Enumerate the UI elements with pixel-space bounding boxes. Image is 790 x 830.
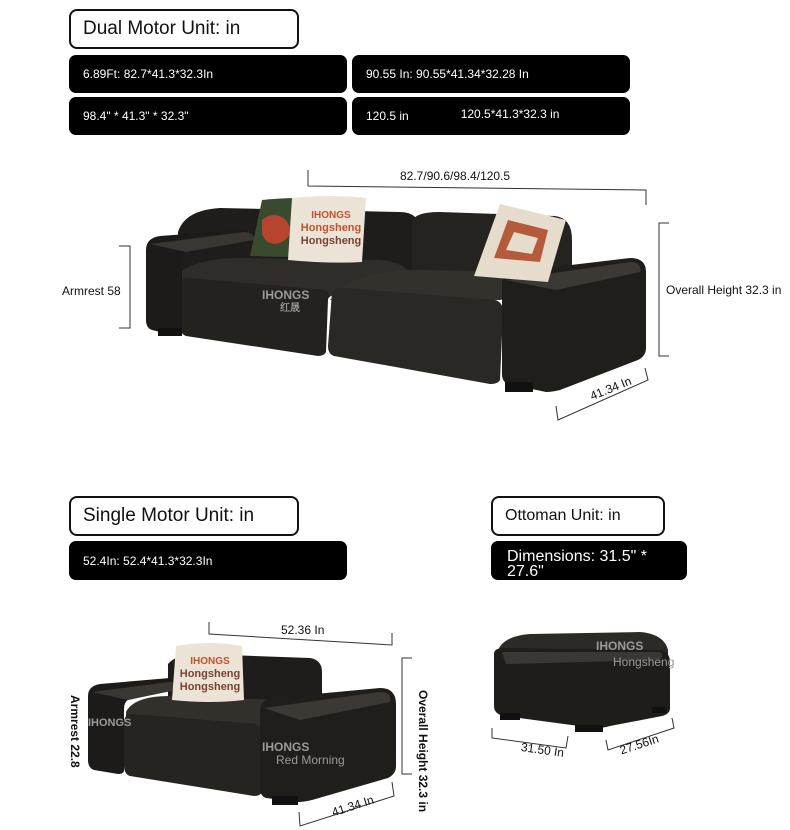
single-depth-label: 41.34 In [330, 792, 376, 820]
watermark-brand: IHONGS [88, 717, 132, 729]
watermark-brand: IHONGS [262, 740, 310, 754]
ottoman-title-text: Ottoman Unit: in [505, 507, 621, 524]
ottoman-leg [500, 713, 520, 720]
pillow-line-1: Hongsheng [300, 222, 362, 234]
watermark-name: Hongsheng [613, 655, 675, 669]
dual-armrest-label: Armrest 58 [62, 284, 121, 298]
ottoman-leg [575, 725, 603, 732]
pillow-brand: IHONGS [190, 656, 230, 667]
spec-text: 98.4" * 41.3" * 32.3" [83, 109, 189, 123]
pillow-line-1: Hongsheng [179, 668, 241, 680]
pillow-line-2: Hongsheng [300, 235, 362, 247]
single-pillow-text [176, 655, 244, 694]
single-leg [272, 796, 298, 805]
single-cushion-front [124, 714, 262, 796]
spec-text: 6.89Ft: 82.7*41.3*32.3In [83, 67, 214, 81]
spec-text: 120.5 in [366, 109, 409, 123]
watermark-brand: IHONGS [596, 639, 644, 653]
spec-text-detail: 120.5*41.3*32.3 in [460, 107, 560, 121]
ottoman-width-label: 31.50 In [520, 740, 565, 760]
ottoman-leg [652, 707, 666, 713]
single-motor-title-text: Single Motor Unit: in [83, 505, 255, 526]
watermark-cn: 红晟 [280, 303, 300, 314]
single-width-label: 52.36 In [281, 623, 325, 637]
pillow-brand: IHONGS [311, 210, 351, 221]
pillow-line-2: Hongsheng [179, 681, 241, 693]
single-armrest-label: Armrest 22.8 [68, 695, 82, 768]
dual-motor-title-text: Dual Motor Unit: in [83, 18, 241, 39]
watermark-brand: IHONGS [262, 288, 310, 302]
spec-text: 52.4In: 52.4*41.3*32.3In [83, 553, 213, 568]
watermark-tagline: Red Morning [276, 753, 345, 767]
dual-width-label: 82.7/90.6/98.4/120.5 [400, 169, 511, 183]
dual-height-label: Overall Height 32.3 in [666, 283, 782, 297]
ottoman-dimensions-text: Dimensions: 31.5" * 27.6" [507, 548, 647, 580]
spec-text: 90.55 In: 90.55*41.34*32.28 In [366, 67, 529, 81]
single-height-dimension-line [402, 658, 412, 774]
ottoman-depth-label: 27.56In [618, 731, 661, 758]
single-height-label: Overall Height 32.3 in [416, 690, 430, 813]
dual-depth-label: 41.34 In [588, 373, 634, 403]
